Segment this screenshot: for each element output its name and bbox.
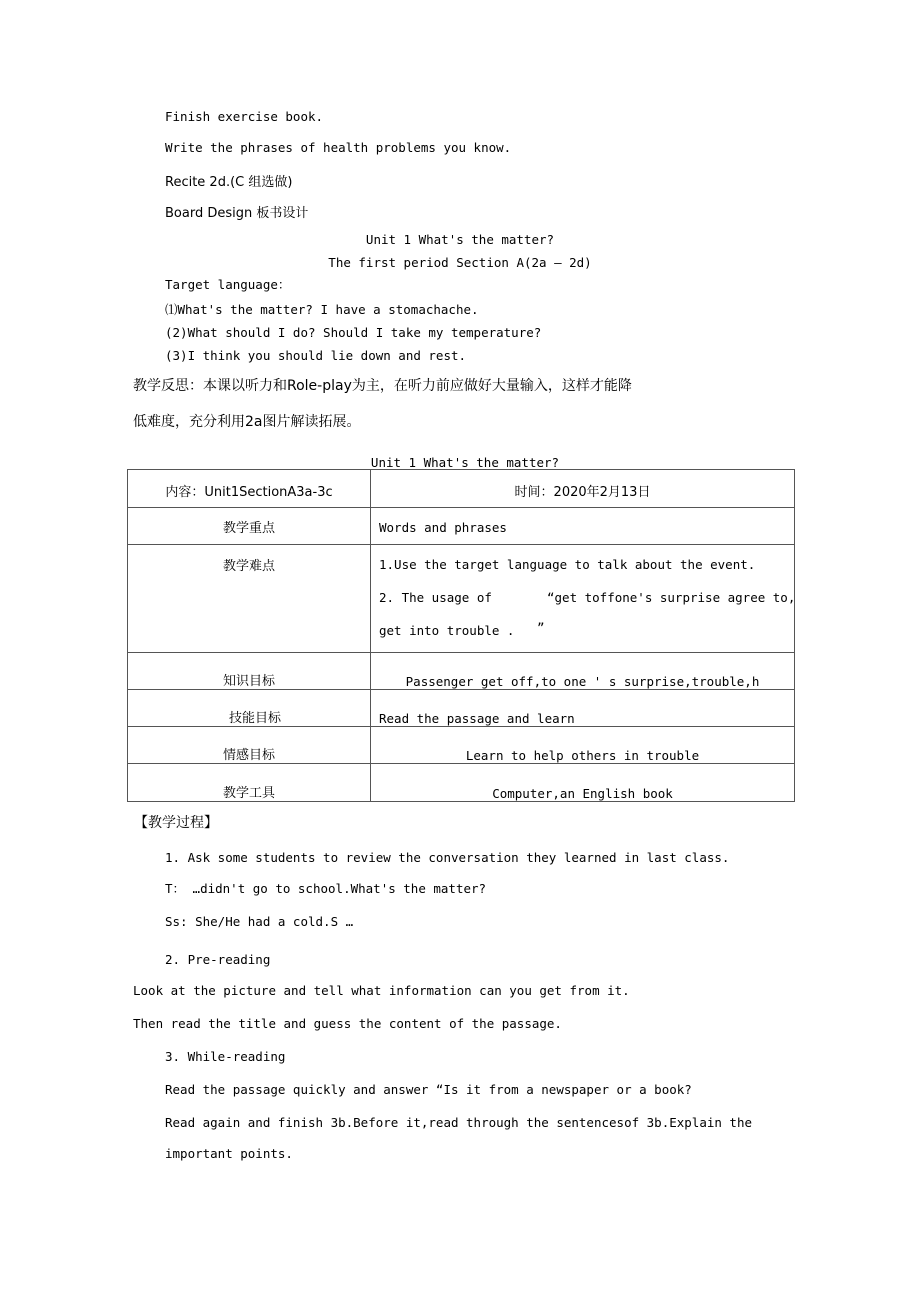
row-value-cell bbox=[371, 764, 795, 802]
header-time-cell bbox=[371, 470, 795, 508]
row-label-cell bbox=[128, 545, 371, 653]
process-step-3-b: Read again and finish 3b.Before it,read through the sentencesof 3b.Explain the bbox=[165, 1115, 752, 1130]
board-subtitle: The first period Section A(2a — 2d) bbox=[328, 255, 592, 270]
row-label: 技能目标 bbox=[228, 711, 281, 726]
row-value-line-2b: “get toffone's surprise agree to, bbox=[547, 590, 796, 605]
row-label-cell bbox=[128, 690, 371, 727]
row-label-cell bbox=[128, 653, 371, 690]
target-item-3: (3)I think you should lie down and rest. bbox=[165, 348, 467, 363]
process-step-1-teacher: T： …didn't go to school.What's the matter? bbox=[165, 881, 487, 896]
row-value-cell bbox=[371, 508, 795, 545]
row-label-cell bbox=[128, 764, 371, 802]
row-label: 情感目标 bbox=[222, 748, 275, 763]
header-content-cell bbox=[128, 470, 371, 508]
table-row bbox=[128, 764, 795, 802]
process-step-1-students: Ss: She/He had a cold.S … bbox=[165, 914, 354, 929]
process-heading: 【教学过程】 bbox=[134, 815, 218, 831]
process-step-3-c: important points. bbox=[165, 1146, 293, 1161]
row-value: Read the passage and learn bbox=[379, 711, 575, 726]
target-item-1: ⑴What's the matter? I have a stomachache. bbox=[165, 302, 479, 317]
table-row bbox=[128, 727, 795, 764]
target-language-label: Target language： bbox=[165, 277, 291, 292]
header-content-text: 内容：Unit1SectionA3a-3c bbox=[165, 485, 333, 500]
row-value-cell bbox=[371, 727, 795, 764]
homework-line-2: Write the phrases of health problems you know. bbox=[165, 140, 512, 155]
process-step-1: 1. Ask some students to review the conversation they learned in last class. bbox=[165, 850, 730, 865]
row-label: 知识目标 bbox=[222, 674, 275, 689]
reflection-line-2: 低难度，充分利用2a图片解读拓展。 bbox=[133, 414, 361, 430]
row-value: Computer,an English book bbox=[492, 786, 673, 801]
row-value-line-3a: get into trouble . bbox=[379, 623, 515, 638]
table-row bbox=[128, 653, 795, 690]
row-value: Learn to help others in trouble bbox=[465, 748, 700, 763]
process-step-2-a: Look at the picture and tell what information can you get from it. bbox=[133, 983, 630, 998]
row-value-cell bbox=[371, 545, 795, 653]
row-value: Passenger get off,to one ' s surprise,trouble,h bbox=[405, 674, 760, 689]
row-label: 教学工具 bbox=[222, 786, 275, 801]
row-label: 教学重点 bbox=[222, 521, 275, 536]
row-value-line-3b: ” bbox=[537, 620, 545, 635]
table-header-row bbox=[128, 470, 795, 508]
table-row bbox=[128, 690, 795, 727]
homework-line-3: Recite 2d.(C 组选做) bbox=[165, 175, 293, 190]
homework-line-1: Finish exercise book. bbox=[165, 109, 324, 124]
header-time-text: 时间：2020年2月13日 bbox=[514, 485, 651, 500]
process-step-3: 3. While-reading bbox=[165, 1049, 286, 1064]
board-design-heading: Board Design 板书设计 bbox=[165, 206, 309, 221]
target-item-2: (2)What should I do? Should I take my temperature? bbox=[165, 325, 542, 340]
row-value-cell bbox=[371, 690, 795, 727]
row-value-line-2a: 2. The usage of bbox=[379, 590, 492, 605]
table-row bbox=[128, 508, 795, 545]
board-title: Unit 1 What's the matter? bbox=[365, 232, 555, 247]
row-label-cell bbox=[128, 508, 371, 545]
process-step-2-b: Then read the title and guess the content of the passage. bbox=[133, 1016, 562, 1031]
row-value: Words and phrases bbox=[379, 520, 507, 535]
reflection-line-1: 教学反思：本课以听力和Role-play为主，在听力前应做好大量输入，这样才能降 bbox=[133, 378, 632, 394]
row-value-line-1: 1.Use the target language to talk about the event. bbox=[379, 557, 756, 572]
process-step-2: 2. Pre-reading bbox=[165, 952, 271, 967]
row-value-cell bbox=[371, 653, 795, 690]
process-step-3-a: Read the passage quickly and answer “Is it from a newspaper or a book? bbox=[165, 1082, 692, 1097]
table-row bbox=[128, 545, 795, 653]
lesson-plan-table bbox=[127, 469, 795, 802]
table-caption: Unit 1 What's the matter? bbox=[370, 455, 560, 470]
row-label: 教学难点 bbox=[222, 559, 275, 574]
row-label-cell bbox=[128, 727, 371, 764]
